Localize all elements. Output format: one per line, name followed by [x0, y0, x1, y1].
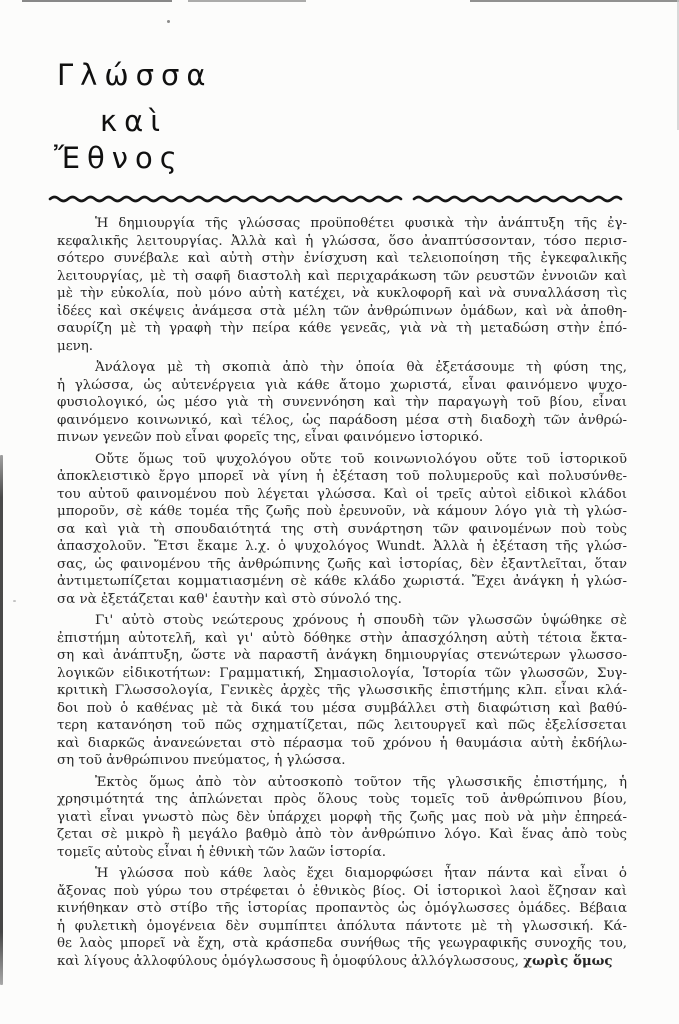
- text-line: δοι ποὺ ὁ καθένας μὲ τὰ δικά του μέσα συμβάλλει στὴ διαφώτιση καὶ βαθύ-: [57, 700, 627, 716]
- text-line: καὶ διαρκῶς ἀνανεώνεται στὸ πέρασμα τοῦ χρόνου ἡ θαυμάσια αὐτὴ ἐκδήλω-: [57, 735, 627, 751]
- text-line: σότερο συνέβαλε καὶ αὐτὴ στὴν ἐνίσχυση καὶ τελειοποίηση τῆς ἐγκεφαλικῆς: [57, 251, 627, 266]
- text-line: σαυρίζη μὲ τὴ γραφὴ τὴν πείρα κάθε γενεᾶς, γιὰ νὰ τὴ μεταδώση στὴν ἑπό-: [57, 321, 627, 336]
- body-text: [57, 215, 627, 974]
- text-line: ἡ φυλετικὴ ὁμογένεια δὲν συμπίπτει ἀπόλυτα πάντοτε μὲ τὴ γλωσσική. Κά-: [57, 918, 627, 934]
- text-line: ζεται σὲ μικρὸ ἢ μεγάλο βαθμὸ ἀπὸ τὸν ἀνθρώπινο λόγο. Καὶ ἕνας ἀπὸ τοὺς: [57, 827, 627, 842]
- title-word-kai: καὶ: [100, 104, 168, 138]
- text-line: κριτικὴ Γλωσσολογία, Γενικὲς ἀρχὲς τῆς γλωσσικῆς ἐπιστήμης κλπ. εἶναι κλά-: [57, 683, 627, 698]
- text-line: θε λαὸς μπορεῖ νὰ ἔχη, στὰ κράσπεδα συνήθως τῆς γεωγραφικῆς συνοχῆς του,: [57, 936, 627, 951]
- scan-artifact-top-edge: [22, 0, 172, 2]
- text-line: ἄξονας ποὺ γύρω του στρέφεται ὁ ἐθνικὸς βίος. Οἱ ἱστορικοὶ λαοὶ ἔζησαν καὶ: [57, 883, 627, 899]
- text-line: ἀντιμετωπίζεται κομματιασμένη σὲ κάθε κλάδο χωριστά. Ἔχει ἀνάγκη ἡ γλώσ-: [57, 574, 627, 589]
- text-line: Ἡ γλώσσα ποὺ κάθε λαὸς ἔχει διαμορφώσει ἦταν πάντα καὶ εἶναι ὁ: [95, 866, 627, 881]
- text-line: κινήθηκαν στὸ στίβο τῆς ἱστορίας προπαντὸς ὡς ὁμόγλωσσες ὁμάδες. Βέβαια: [57, 901, 627, 916]
- paragraph: [57, 612, 627, 770]
- text-line: κεφαλικῆς λειτουργίας. Ἀλλὰ καὶ ἡ γλώσσα, ὅσο ἀναπτύσσονταν, τόσο περισ-: [57, 233, 627, 249]
- text-line: ση τοῦ ἀνθρώπινου πνεύματος, ἡ γλώσσα.: [57, 753, 346, 768]
- scan-artifact-top-edge: [470, 0, 679, 2]
- text-line: του αὐτοῦ φαινομένου ποὺ λέγεται γλώσσα. Καὶ οἱ τρεῖς αὐτοὶ εἰδικοὶ κλάδοι: [57, 486, 627, 502]
- text-line: μενη.: [57, 338, 94, 354]
- text-line: Ἀνάλογα μὲ τὴ σκοπιὰ ἀπὸ τὴν ὁποία θὰ ἐξετάσουμε τὴ φύση της,: [95, 360, 627, 375]
- text-line: πινων γενεῶν ποὺ εἶναι φορεῖς της, εἶναι φαινόμενο ἱστορικό.: [57, 430, 484, 445]
- text-line: σα καὶ γιὰ τὴ σπουδαιότητά της στὴ συνάρτηση τῶν φαινομένων ποὺ τοὺς: [57, 521, 627, 537]
- text-line: Γι' αὐτὸ στοὺς νεώτερους χρόνους ἡ σπουδὴ τῶν γλωσσῶν ὑψώθηκε σὲ: [95, 613, 627, 628]
- text-line: φαινόμενο κοινωνικό, καὶ τέλος, ὡς παράδοση μέσα στὴ διαδοχὴ τῶν ἀνθρώ-: [57, 412, 627, 428]
- paragraph: [57, 451, 627, 609]
- text-line: ἐπιστήμη αὐτοτελῆ, καὶ γι' αὐτὸ δόθηκε στὴν ἀπασχόληση αὐτὴ τέτοια ἔκτα-: [57, 630, 627, 646]
- title-word-glossa: Γλώσσα: [57, 58, 213, 92]
- text-line: χρησιμότητά της ἁπλώνεται πρὸς ὅλους τοὺς τομεῖς τοῦ ἀνθρώπινου βίου,: [57, 792, 627, 807]
- paragraph: [57, 215, 627, 355]
- text-line: λειτουργίας, μὲ τὴ σαφῆ διαστολὴ καὶ περιχαράκωση τῶν ρευστῶν ἐννοιῶν καὶ: [57, 268, 627, 284]
- text-line: μποροῦν, σὲ κάθε τομέα τῆς ζωῆς ποὺ ἐρευνοῦν, νὰ κάμουν λόγο γιὰ τὴ γλώσ-: [57, 504, 627, 519]
- text-line: Οὔτε ὅμως τοῦ ψυχολόγου οὔτε τοῦ κοινωνιολόγου οὔτε τοῦ ἱστορικοῦ: [95, 451, 627, 467]
- text-line: μὲ τὴν εὐκολία, ποὺ μόνο αὐτὴ κατέχει, νὰ κυκλοφορῆ καὶ νὰ συναλλάσση τὶς: [57, 286, 627, 301]
- text-line: ἀποκλειστικὸ ἔργο μπορεῖ νὰ γίνη ἡ ἐξέταση τοῦ πολυμεροῦς καὶ πολυσύνθε-: [57, 469, 627, 484]
- text-line: σα νὰ ἐξετάζεται καθ' ἑαυτὴν καὶ στὸ σύνολό της.: [57, 591, 402, 607]
- text-line: ση καὶ ἀνάπτυξη, ὥστε νὰ παραστῆ ἀνάγκη δημιουργίας στενώτερων γλωσσο-: [57, 648, 627, 663]
- text-line: Ἐκτὸς ὅμως ἀπὸ τὸν αὐτοσκοπὸ τοῦτον τῆς γλωσσικῆς ἐπιστήμης, ἡ: [95, 774, 627, 790]
- text-line: ἀπασχολοῦν. Ἔτσι ἔκαμε λ.χ. ὁ ψυχολόγος Wundt. Ἀλλὰ ἡ ἐξέταση τῆς γλώσ-: [57, 539, 627, 554]
- text-line: τερη κατανόηση τοῦ πῶς σχηματίζεται, πῶς λειτουργεῖ καὶ πῶς ἐξελίσσεται: [57, 718, 627, 733]
- text-line: ἰδέες καὶ σκέψεις ἀνάμεσα στὰ μέλη τῶν ἀνθρώπινων ὁμάδων, καὶ νὰ ἀποθη-: [57, 303, 627, 319]
- text-line: φυσιολογικό, ὡς μέσο γιὰ τὴ συνεννόηση καὶ τὴν παραγωγὴ τοῦ βίου, εἶναι: [57, 395, 627, 410]
- scan-artifact-speck: [167, 20, 170, 23]
- title-word-ethnos: Ἔθνος: [54, 141, 184, 175]
- scan-artifact-speck: [13, 600, 16, 602]
- text-line: σας, ὡς φαινομένου τῆς ἀνθρώπινης ζωῆς καὶ ἱστορίας, δὲν ἐξαντλεῖται, ὅταν: [57, 556, 627, 572]
- text-line: ἡ γλώσσα, ὡς αὐτενέργεια γιὰ κάθε ἄτομο χωριστά, εἶναι φαινόμενο ψυχο-: [57, 377, 627, 393]
- text-line: Ἡ δημιουργία τῆς γλώσσας προϋποθέτει φυσικὰ τὴν ἀνάπτυξη τῆς ἐγ-: [95, 216, 627, 231]
- text-line: καὶ λίγους ἀλλοφύλους ὁμόγλωσσους ἢ ὁμοφύλους ἀλλόγλωσσους, χωρὶς ὅμως: [57, 952, 613, 969]
- paragraph: [57, 359, 627, 447]
- wavy-divider: [0, 192, 679, 206]
- text-line: λογικῶν εἰδικοτήτων: Γραμματική, Σημασιολογία, Ἱστορία τῶν γλωσσῶν, Συγ-: [57, 665, 627, 681]
- scan-artifact-left-edge: [0, 455, 3, 985]
- text-line: γιατὶ εἶναι γνωστὸ πὼς δὲν ὑπάρχει μορφὴ τῆς ζωῆς μας ποὺ νὰ μὴν ἐπηρεά-: [57, 809, 627, 825]
- text-line: τομεῖς αὐτοὺς εἶναι ἡ ἐθνικὴ τῶν λαῶν ἱστορία.: [57, 844, 386, 860]
- scan-artifact-top-edge: [188, 0, 306, 2]
- paragraph: [57, 865, 627, 970]
- paragraph: [57, 774, 627, 862]
